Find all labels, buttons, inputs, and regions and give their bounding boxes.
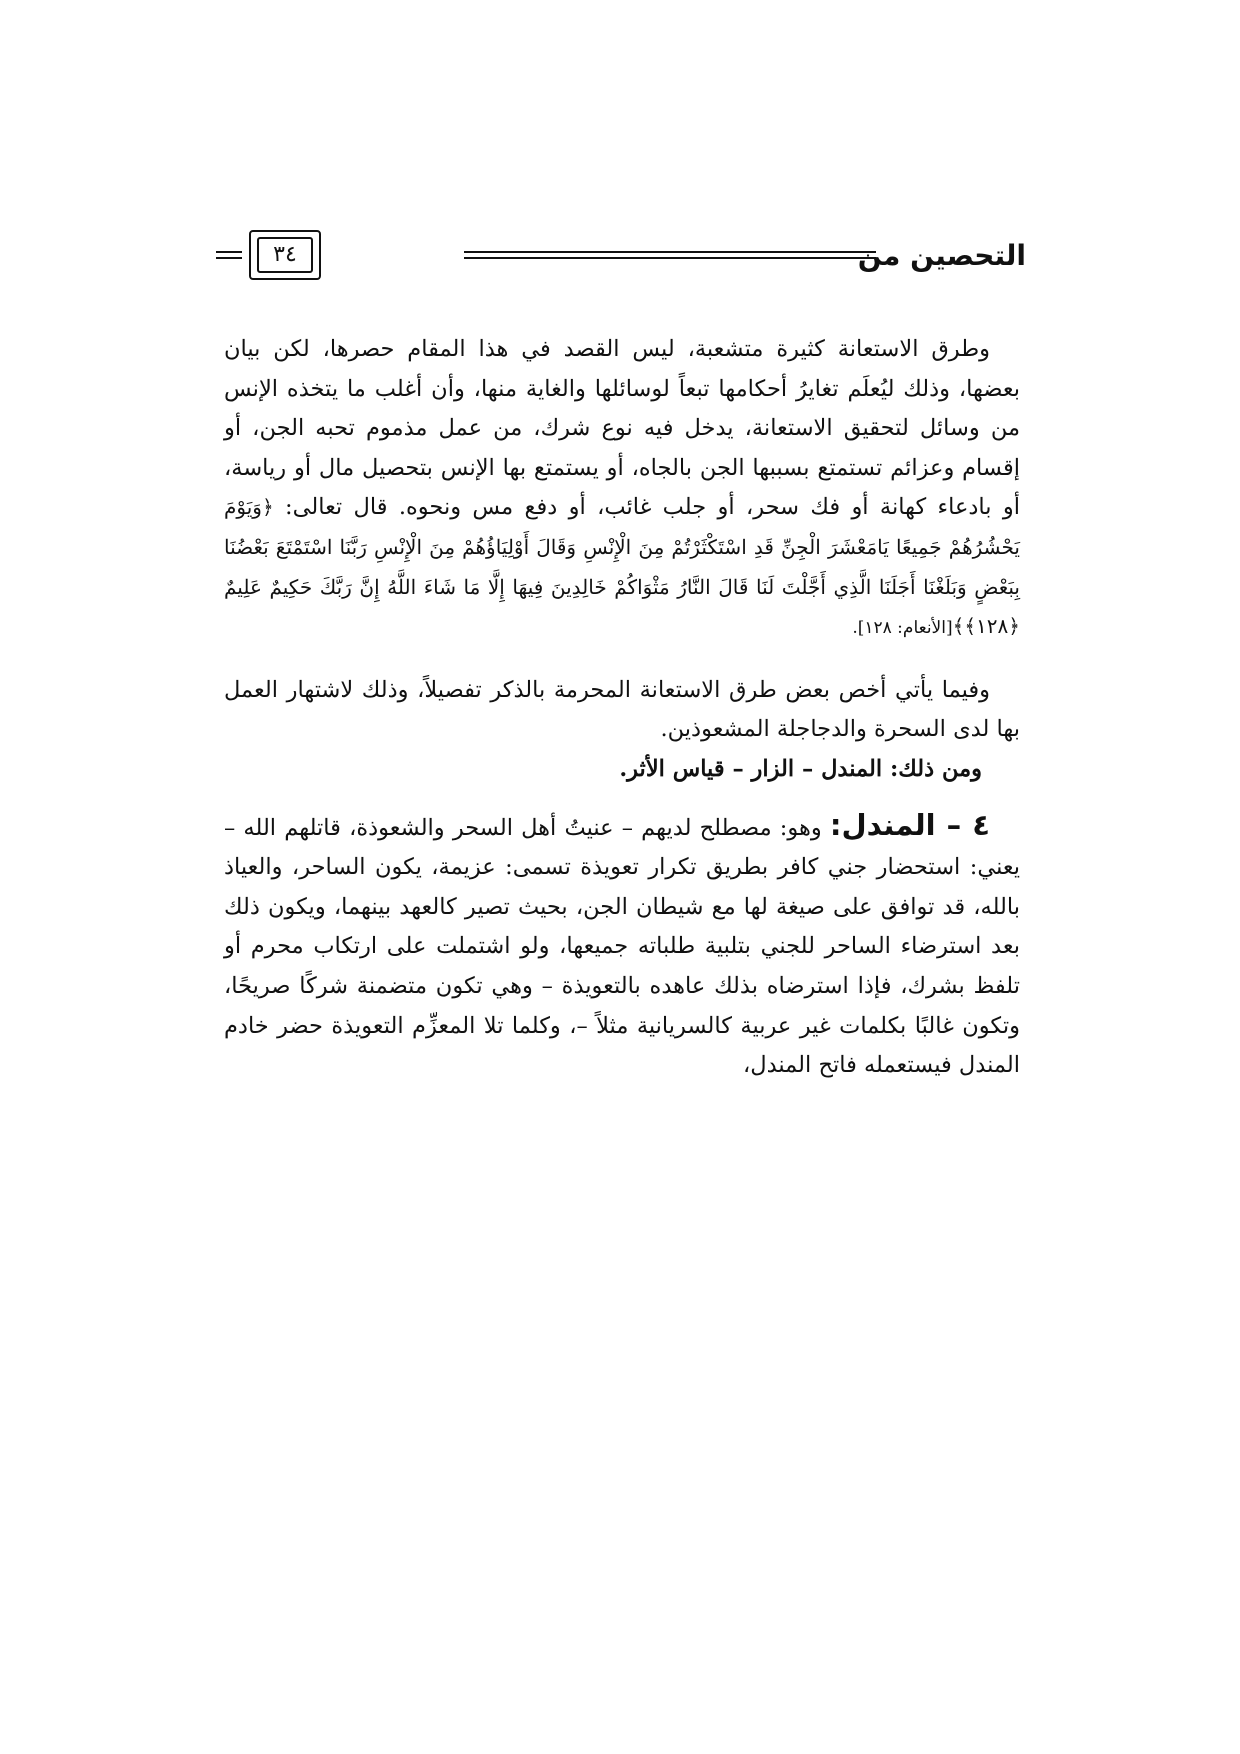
header-rule-left xyxy=(216,251,242,259)
paragraph-methods: وفيما يأتي أخص بعض طرق الاستعانة المحرمة بالذكر تفصيلاً، وذلك لاشتهار العمل بها لدى السحرة والدجاجلة المشعوذين. xyxy=(224,676,1020,743)
paragraph-intro-text: وطرق الاستعانة كثيرة متشعبة، ليس القصد في هذا المقام حصرها، لكن بيان بعضها، وذلك ليُعلَم تغايرُ أحكامها تبعاً لوسائلها والغاية منها، وأن أغلب ما يتخذه الإنس من وسائل لتحقيق الاستعانة، يدخل فيه نوع شرك، من عمل مذموم تحبه الجن، أو إقسام وعزائم تستمتع بسببها الجن بالجاه، أو يستمتع بها الإنس بتحصيل مال أو رياسة، أو بادعاء كهانة أو فك سحر، أو جلب غائب، أو دفع مس ونحوه. قال تعالى: xyxy=(224,336,1020,521)
page-number-frame xyxy=(249,230,321,280)
paragraph-gap xyxy=(224,790,1020,806)
body-text xyxy=(224,330,1020,1086)
paragraph-intro xyxy=(224,330,1020,649)
quran-verse: ﴿وَيَوْمَ يَحْشُرُهُمْ جَمِيعًا يَامَعْشَرَ الْجِنِّ قَدِ اسْتَكْثَرْتُمْ مِنَ الْإِنْسِ وَقَالَ أَوْلِيَاؤُهُمْ مِنَ الْإِنْسِ رَبَّنَا اسْتَمْتَعَ بَعْضُنَا بِبَعْضٍ وَبَلَغْنَا أَجَلَنَا الَّذِي أَجَّلْتَ لَنَا قَالَ النَّارُ مَثْوَاكُمْ خَالِدِينَ فِيهَا إِلَّا مَا شَاءَ اللَّهُ إِنَّ رَبَّكَ حَكِيمٌ عَلِيمٌ ﴿١٢٨﴾﴾ xyxy=(224,495,1020,639)
page-header xyxy=(216,228,1026,284)
paragraph-examples: ومن ذلك: المندل – الزار – قياس الأثر. xyxy=(619,755,982,782)
page-number: ٣٤ xyxy=(273,242,297,267)
section-heading-mandal: ٤ – المندل: xyxy=(829,807,990,842)
running-title: التحصين من xyxy=(857,239,1026,272)
paragraph-gap xyxy=(224,649,1020,671)
paragraph-mandal xyxy=(224,806,1020,1086)
header-rule-right xyxy=(464,251,876,259)
paragraph-mandal-text: وهو: مصطلح لديهم – عنيتُ أهل السحر والشعوذة، قاتلهم الله – يعني: استحضار جني كافر بطريق تكرار تعويذة تسمى: عزيمة، يكون الساحر، والعياذ بالله، قد توافق على صيغة لها مع شيطان الجن، بحيث تصير كالعهد بينهما، ويكون ذلك بعد استرضاء الساحر للجني بتلبية طلباته جميعها، ولو اشتملت على ارتكاب محرم أو تلفظ بشرك، فإذا استرضاه بذلك عاهده بالتعويذة – وهي تكون متضمنة شركًا صريحًا، وتكون غالبًا بكلمات غير عربية كالسريانية مثلاً –، وكلما تلا المعزِّم التعويذة حضر خادم المندل فيستعمله فاتح المندل، xyxy=(224,814,1020,1079)
verse-reference: [الأنعام: ١٢٨]. xyxy=(852,618,953,639)
